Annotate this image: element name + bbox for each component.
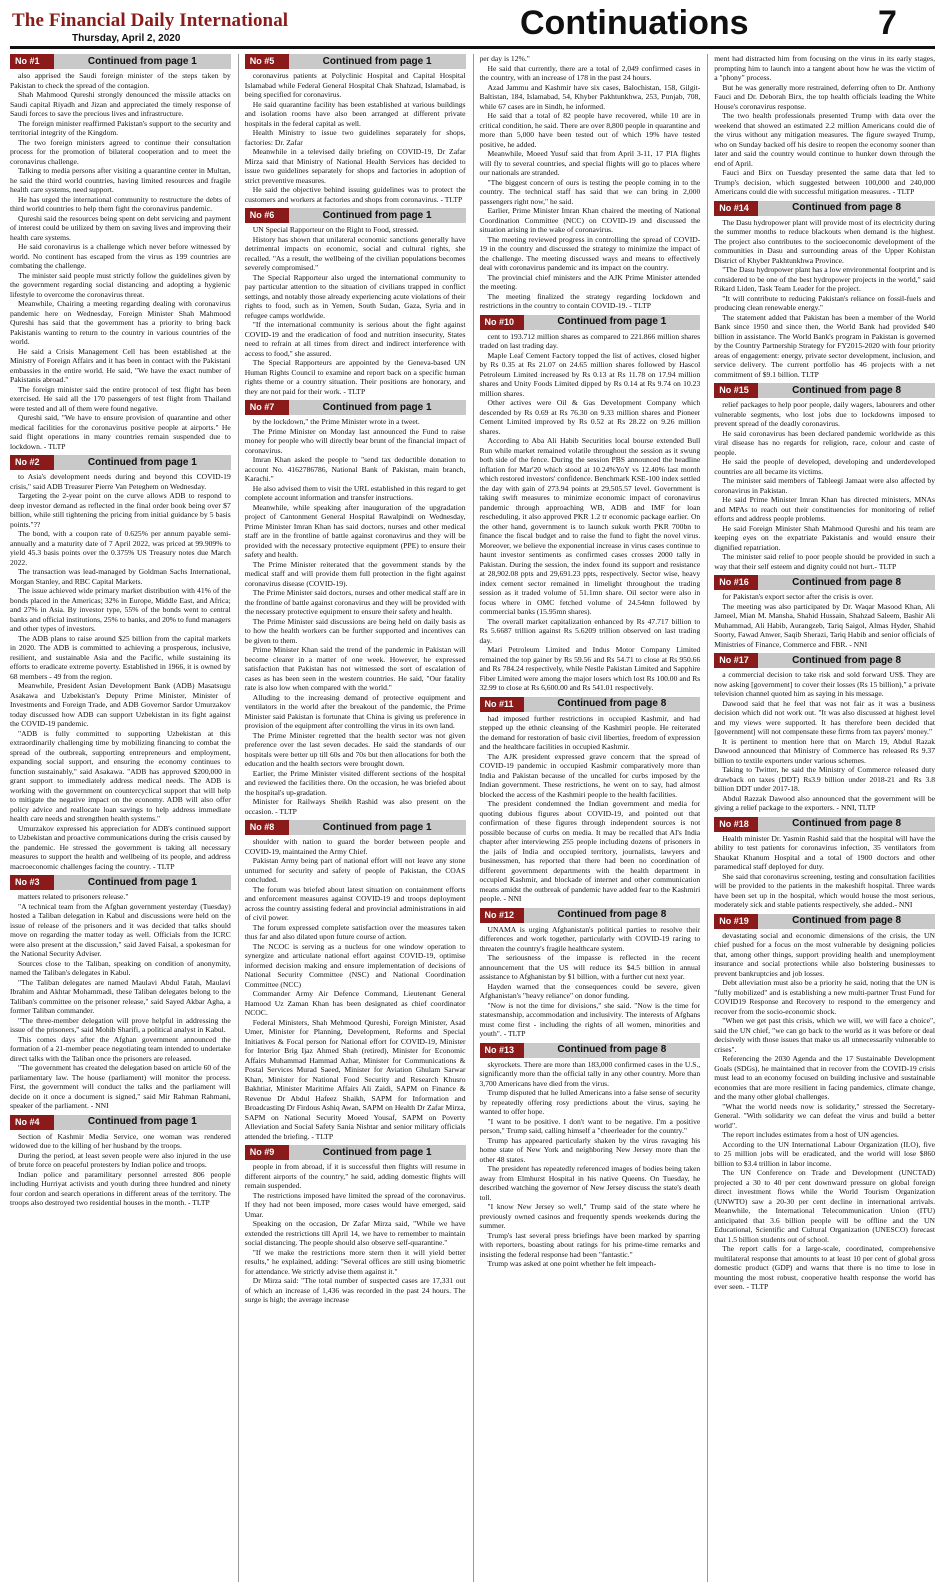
paragraph: He said coronavirus is a challenge which never before witnessed by world. No continent has escaped from the virus as 199 countries are combating the challenge. — [10, 242, 231, 270]
paragraph: During the period, at least seven people were also injured in the use of brute force on peaceful protesters by Indian police and troops. — [10, 1150, 231, 1169]
block-number-badge: No #9 — [245, 1145, 289, 1160]
block-title: Continued from page 8 — [792, 654, 902, 666]
paragraph: "The Dasu hydropower plant has a low environmental footprint and is considered to be one of the best hydropower projects in the world," said Rikard Liden, Task Team Leader for the project. — [714, 265, 935, 293]
paragraph: History has shown that unilateral economic sanctions generally have detrimental impacts on economic, social and cultural rights, she recalled. "As a result, the wellbeing of the civilian populations becomes severely compromised." — [244, 234, 466, 272]
paragraph: Mari Petroleum Limited and Indus Motor Company Limited remained the top gainer by Rs 59.56 and Rs 54.71 to close at Rs 950.66 and Rs 784.24 respectively, while Nestle Pakistan Limited and Sapphire Fiber Limited were among the major losers which lost Rs 100.00 and Rs 32.99 to close at Rs 6,600.00 and Rs 541.01 respectively. — [479, 645, 701, 692]
column-1 — [10, 54, 231, 1582]
block-number-badge: No #18 — [714, 817, 758, 832]
paragraph: The seriousness of the impasse is reflected in the recent announcement that the US will reduce its $4.5 billion in annual assistance to Afghanistan by $1 billion, with a further cut next year. — [479, 953, 701, 981]
block-title: Continued from page 1 — [322, 1146, 432, 1158]
paragraph: per day is 12%." — [479, 54, 530, 63]
paragraph: Speaking on the occasion, Dr Zafar Mirza said, "While we have extended the restrictions till April 14, we have to remember to maintain social distancing. The people should also observe self-quarantine." — [244, 1219, 466, 1247]
paragraph: The president condemned the Indian government and media for quoting dubious figures about COVID-19, and pointed out that confirmation of these figures through independent sources is not possible because of curbs on media. It may be recalled that AI's India chapter after interviewing 255 people including dozens of prisoners in the jails of India and occupied territory, journalists, lawyers and businessmen, has reported that there had been no coordination of different government departments with the health department in occupied Kashmir, and blockade of internet and other communication means amidst the outbreak of pandemic have added fear to the Kashmiri people. - NNI — [479, 799, 701, 903]
paragraph: Earlier, the Prime Minister visited different sections of the hospital and reviewed the facilities there. On the occasion, he was briefed about the hospital's up-gradation. — [244, 768, 466, 797]
page-header — [0, 0, 945, 52]
block-title: Continued from page 8 — [792, 384, 902, 396]
block-header — [714, 653, 935, 668]
block-header — [245, 1145, 466, 1160]
block-number-badge: No #8 — [245, 820, 289, 835]
paragraph: Umurzakov expressed his appreciation for ADB's continued support to Uzbekistan and proactive communications during the crisis caused by the pandemic. He stressed the government is taking all necessary measures to support the health and wellbeing of its people, and address macroeconomic challenges facing the country. - TLTP — [10, 823, 231, 871]
article-block — [480, 1043, 701, 1269]
article-block — [714, 914, 935, 1292]
article-block — [480, 315, 701, 693]
paragraph: The meeting was also participated by Dr. Waqar Masood Khan, Ali Jameel, Mian M. Mansha, Shahid Hussain, Shahzad Saleem, Bashir Ali Muhammad, Ali Habib, Aurangzeb, Tariq Saigol, Almas Hyder, Shahid Soorty, Fawad Anwer, Saqib Sherazi, Tariq Habib and senior officials of Ministries of Finance, Commerce and FBR. - NNI — [714, 601, 935, 649]
block-header — [480, 697, 701, 712]
paragraph: UN Special Rapporteur on the Right to Food, stressed. — [252, 225, 419, 234]
block-title: Continued from page 8 — [557, 1044, 667, 1056]
paragraph: The Special Rapporteurs are appointed by the Geneva-based UN Human Rights Council to examine and report back on a specific human rights theme or a country situation. Their positions are honorary, and they are not paid for their work. - TLTP — [244, 358, 466, 396]
paragraph: The overall market capitalization enhanced by Rs 47.717 billion to Rs 5.6687 trillion against Rs 5.6209 trillion observed on last trading day. — [479, 616, 701, 645]
block-header — [10, 54, 231, 69]
paragraph: The Dasu hydropower plant will provide most of its electricity during the summer months to reduce blackouts when demand is the highest. The project also contributes to the socioeconomic development of the communities in Dasu and surrounding areas of the Upper Kohistan District of Khyber Pakhtunkhwa Province. — [714, 217, 935, 265]
paragraph: Health minister Dr. Yasmin Rashid said that the hospital will have the ability to test patients for coronavirus infection, 35 ventilators from Shaukat Khanum Hospital and a total of 1900 doctors and other paramedical staff deployed for duty. — [714, 833, 935, 871]
paragraph: matters related to prisoners release." — [18, 892, 129, 901]
paragraph: The Prime Minister regretted that the health sector was not given preference over the last seven decades. He said the standards of our hospitals were better up till 60s and 70s but then allocations for both the education and the health sectors were brought down. — [244, 730, 466, 768]
block-title: Continued from page 1 — [557, 316, 667, 328]
paragraph: Fauci and Birx on Tuesday presented the same data that led to Trump's decision, which suggested between 100,000 and 240,000 Americans could die with successful mitigation measures. - TLTP — [714, 168, 935, 196]
block-title: Continued from page 1 — [322, 55, 432, 67]
paragraph: The statement added that Pakistan has been a member of the World Bank since 1950 and since then, the World Bank had provided $40 billion in assistance. The World Bank's program in Pakistan is governed by the Country Partnership Strategy for FY2015-2020 with four priority areas of engagement: energy, private sector development, inclusion, and service delivery. The current portfolio has 46 projects with a net commitment of $9.1 billion. TLTP — [714, 312, 935, 379]
paragraph: She said that coronavirus screening, testing and consultation facilities will be provided to the patients in the makeshift hospital. Three wards have been set up in the hospital, which would house the most serious, moderately sick and stable patients respectively, she added.- NNI — [714, 871, 935, 909]
paragraph: Federal Ministers, Shah Mehmood Qureshi, Foreign Minister, Asad Umer, Minister for Planning, Development, Reforms and Special Initiatives & Focal person for National effort for COVID-19, Minister for Interior Brig Ijaz Ahmed Shah (retired), Minister for Economic Affairs Muhammad Hammad Azhar, Minister for Communications & Postal Services Murad Saeed, Minister for Aviation Ghulam Sarwar Khan, Minister for National Food Security and Research Khusro Bakhtiar, Minister Maritime Affairs Ali Zaidi, SAPM on Finance & Revenue Dr Abdul Hafeez Shaikh, SAPM for Information and Broadcasting Dr Firdous Ashiq Awan, SAPM on Health Dr Zafar Mirza, SAPM on National Security Moeed Yousaf, SAPM on Poverty Alleviation and Social Safety Sania Nishtar and senior military officials attended the briefing. - TLTP — [244, 1017, 466, 1141]
block-number-badge: No #11 — [480, 697, 524, 712]
paragraph: Pakistan Army being part of national effort will not leave any stone unturned for security and safety of people of Pakistan, the COAS concluded. — [244, 856, 466, 884]
block-number-badge: No #13 — [480, 1043, 524, 1058]
block-number-badge: No #2 — [10, 455, 54, 470]
block-header — [714, 201, 935, 216]
paragraph: The foreign minister said the entire protocol of test flight has been exercised. He said all the 170 passengers of test flight from Thailand were tested and all of them were found negative. — [10, 384, 231, 413]
paragraph: The transaction was lead-managed by Goldman Sachs International, Morgan Stanley, and RBC Capital Markets. — [10, 567, 231, 586]
paragraph: to Asia's development needs during and beyond this COVID-19 crisis," said ADB Treasurer Pierre Van Peteghem on Wednesday. — [10, 472, 231, 491]
paragraph: Referencing the 2030 Agenda and the 17 Sustainable Development Goals (SDGs), he maintained that in recover from the COVID-19 crisis must lead to an economy focused on building inclusive and sustainable economies that are more resilient in facing pandemics, climate change, and the many other global challenges. — [714, 1054, 935, 1101]
paragraph: He also advised them to visit the URL established in this regard to get complete account information and transfer instructions. — [244, 483, 466, 502]
column-3 — [473, 54, 701, 1582]
paragraph: Trump disputed that he lulled Americans into a false sense of security by repeatedly offering rosy predictions about the virus, saying he wanted to offer hope. — [479, 1088, 701, 1116]
paragraph: The AJK president expressed grave concern that the spread of COVID-19 pandemic in occupied Kashmir comparatively more than India and Pakistan because of the uncalled for curbs imposed by the Indian government. These restrictions, he went on to say, had almost blocked the access of the Kashmiri people to the health facilities. — [479, 751, 701, 799]
paragraph: Section of Kashmir Media Service, one woman was rendered widowed due to the killing of her husband by the troops. — [10, 1131, 231, 1150]
paragraph: "I want to be positive. I don't want to be negative. I'm a positive person," Trump said, calling himself a "cheerleader for the country." — [479, 1116, 701, 1135]
paragraph: Meanwhile, President Asian Development Bank (ADB) Masatsugu Asakawa and Uzbekistan's Deputy Prime Minister, Minister of Investments and Foreign Trade, and ADB Governor Sardor Umurzakov today discussed how ADB can support Uzbekistan in its fight against the COVID-19 pandemic. — [10, 681, 231, 728]
paragraph: Commander Army Air Defence Command, Lieutenant General Hamood Uz Zaman Khan has been designated as chief coordinator NCOC. — [244, 989, 466, 1017]
paragraph: The UN Conference on Trade and Development (UNCTAD) projected a 30 to 40 per cent downward pressure on global foreign direct investment flows while the World Tourism Organization (UNWTO) saw a 20-30 per cent decline in international arrivals. Meanwhile, the International Telecommunication Union (ITU) anticipated that 3.6 billion people will be offline and the UN Educational, Scientific and Cultural Organization (UNESCO) forecast that 1.5 billion students out of school. — [714, 1168, 935, 1244]
paragraph: Hayden warned that the consequences could be severe, given Afghanistan's "heavy reliance" on donor funding. — [479, 981, 701, 1000]
paragraph: skyrockets. There are more than 183,000 confirmed cases in the U.S., significantly more than the official tally in any other country. More than 3,700 Americans have died from the virus. — [479, 1059, 701, 1088]
paragraph: The minister said members of Tableegi Jamaat were also affected by coronavirus in Pakistan. — [714, 476, 935, 495]
paragraph: The forum was briefed about latest situation on containment efforts and enforcement measures against COVID-19 and troops deployment across the country assisting federal and provincial administrations in aid of civil power. — [244, 884, 466, 922]
paragraph: Debt alleviation must also be a priority he said, noting that the UN is "fully mobilized" and is establishing a new multi-partner Trust Fund for COVID19 Response and Recovery to respond to the emergency and recover from the socio-economic shock. — [714, 978, 935, 1016]
block-header — [10, 875, 231, 890]
paragraph: Minister for Railways Sheikh Rashid was also present on the occasion. - TLTP — [244, 797, 466, 816]
paragraph: Dawood said that he feel that was not fair as it was a business decision which did not work out. "It was also discussed at highest level and my views were supported. It has therefore been decided that [government] will not compensate these firms from tax payers' money." — [714, 698, 935, 736]
article-block — [714, 653, 935, 813]
paragraph: Earlier, Prime Minister Imran Khan chaired the meeting of National Coordination Committee (NCC) on COVID-19 and discussed the situation arising in the wake of coronavirus. — [479, 206, 701, 234]
paragraph: shoulder with nation to guard the border between people and COVID-19, maintained the Army Chief. — [244, 837, 466, 856]
paragraph: Meanwhile, Chairing a meeting regarding dealing with coronavirus pandemic here on Wednesday, Foreign Minister Shah Mahmood Qureshi has said that the government has a priority to bring back Pakistanis wanting to return to the country in various countries of the world. — [10, 299, 231, 346]
article-block — [714, 817, 935, 910]
paragraph: Abdul Razzak Dawood also announced that the government will be giving a relief package to the exporters. - NNI, TLTP — [714, 793, 935, 812]
paragraph: devastating social and economic dimensions of the crisis, the UN chief pushed for a focus on the most vulnerable by designing policies that, among other things, support providing health and unemployment insurance and social protections while also bolstering businesses to prevent bankruptcies and job losses. — [714, 930, 935, 978]
block-number-badge: No #19 — [714, 914, 758, 929]
paragraph: According to the UN International Labour Organization (ILO), five to 25 million jobs will be eradicated, and the world will lose $860 billion to $3.4 trillion in labor income. — [714, 1139, 935, 1168]
paragraph: "The three-member delegation will prove helpful in addressing the issue of the prisoners," said Mohib Sharifi, a political analyst in Kabul. — [10, 1015, 231, 1034]
block-number-badge: No #12 — [480, 908, 524, 923]
paragraph: He said coronavirus has been declared pandemic worldwide as this viral disease has no regards for religion, race, colour and caste of people. — [714, 428, 935, 457]
masthead: The Financial Daily International — [12, 10, 289, 31]
block-title: Continued from page 1 — [87, 55, 197, 67]
block-number-badge: No #4 — [10, 1115, 54, 1130]
block-header — [245, 54, 466, 69]
block-number-badge: No #7 — [245, 400, 289, 415]
paragraph: ment had distracted him from focusing on the virus in its early stages, prompting him to launch into a tangent about how he was the victim of a "phony" process. — [714, 54, 935, 82]
paragraph: He said Prime Minister Imran Khan has directed ministers, MNAs and MPAs to reach out their constituencies for monitoring of relief efforts and address people problems. — [714, 495, 935, 523]
article-block — [10, 455, 231, 871]
block-header — [714, 575, 935, 590]
column-4 — [707, 54, 935, 1582]
block-header — [245, 208, 466, 223]
block-title: Continued from page 8 — [557, 698, 667, 710]
paragraph: "What the world needs now is solidarity," stressed the Secretary-General. "With solidarity we can defeat the virus and build a better world". — [714, 1101, 935, 1130]
paragraph: According to Aba Ali Habib Securities local bourse extended Bull Run while market remained volatile throughout the session as it swung both side of the fence. During the session PBS announced the headline inflation for Mar'20 which stood at 10.24%YoY vs 12.40% last month which restored investors' confidence. Benchmark KSE-100 index settled the day with gain of 273.94 points at 29,505.57 level. Government is taking swift measures to minimize economic impact of coronavirus pandemic through approaching WB, ADB and IMF for loan rescheduling, it also approved PKR 1.2 tr economic package earlier. On the other hand, government is to launch sukuk worth PKR 700bn to finance the fiscal budget and to raise the fund to fight the novel virus. Moreover, we believe the exponential increase in virus cases continue to haunt investor sentiments as confirmed cases crosses 2000 tally in Pakistan. During the session, the index found its support and resistance at 28,902.08 ppts and 29,691.23 ppts, respectively. Sector wise, heavy index cement sector remained in limelight throughout the trading session as it traded volume of 51.1mn share. Oil sector were also in focus where in OMC fetched volume of 24.54mn followed by commercial banks (15.95mn shares). — [479, 436, 701, 616]
paragraph: The report calls for a large-scale, coordinated, comprehensive multilateral response that amounts to at least 10 per cent of global gross domestic product (GDP) and warns that there is no time to lose in mounting the most robust, cooperative health response the world has ever seen. - TLTP — [714, 1244, 935, 1291]
article-block — [714, 54, 935, 197]
block-header — [714, 817, 935, 832]
paragraph: "If the international community is serious about the fight against COVID-19 and the eradication of food and nutrition insecurity, States need to refrain at all times from direct and indirect interference with access to food," she assured. — [244, 320, 466, 358]
paragraph: The two health professionals presented Trump with data over the weekend that showed an estimated 2.2 million Americans could die of the virus without any mitigation measures. The figure swayed Trump, who on Sunday backed off his desire to reopen the economy sooner than later and said the country would continue to hunker down through the end of April. — [714, 111, 935, 168]
paragraph: The minister said people must strictly follow the guidelines given by the government regarding social distancing and adopting a hygienic lifestyle to overcome the coronavirus threat. — [10, 270, 231, 299]
paragraph: The NCOC is serving as a nucleus for one window operation to synergize and articulate national effort against COVID-19, optimise informed decision making and ensure implementation of decisions of National Security Committee (NSC) and National Coordination Committee (NCC) — [244, 941, 466, 989]
paragraph: by the lockdown," the Prime Minister wrote in a tweet. — [252, 417, 420, 426]
paragraph: "The biggest concern of ours is testing the people coming in to the country. The technical staff has said that we can bring in 2,000 passengers right now," he said. — [479, 177, 701, 206]
paragraph: Meanwhile, while speaking after inauguration of the upgradation project of Cantonment General Hospital Rawalpindi on Wednesday, Prime Minister Imran Khan has said doctors, nurses and other medical staff are in the frontline of battle against coronavirus and they will be provided with the necessary protective equipment (PPE) to ensure their safety and health. — [244, 502, 466, 559]
paragraph: UNAMA is urging Afghanistan's political parties to resolve their differences and work together, particularly with COVID-19 raring to threaten the country's fragile healthcare system. — [479, 924, 701, 953]
article-block — [714, 201, 935, 380]
article-block — [480, 697, 701, 904]
paragraph: The Prime Minister said discussions are being held on daily basis as to how the health workers can be further supported and incentives can be given to them. — [244, 616, 466, 645]
paragraph: Dr Mirza said: "The total number of suspected cases are 17,331 out of which an increase of 1,436 was recorded in the past 24 hours. The surge is high; the average increase — [244, 1276, 466, 1304]
article-block — [245, 54, 466, 204]
paragraph: The bond, with a coupon rate of 0.625% per annum payable semi-annually and a maturity date of 7 April 2022, was priced at 99.909% to yield 45.3 basis points over the 0.375% US Treasury notes due March 2022. — [10, 529, 231, 567]
page-number: 7 — [878, 4, 897, 42]
paragraph: Sources close to the Taliban, speaking on condition of anonymity, named the Taliban's delegates in Kabul. — [10, 958, 231, 977]
paragraph: a commercial decision to take risk and sold forward US$. They are now asking [government] to cover their losses (Rs 15 billion)," a private television channel quoted him as saying in his message. — [714, 670, 935, 698]
article-block — [480, 54, 701, 311]
paragraph: Azad Jammu and Kashmir have six cases, Balochistan, 158, Gilgit-Baltistan, 184, Islamabad, 54, Khyber Pakhtunkhwa, 253, Punjab, 708, while 67 cases are in Sindh, he informed. — [479, 82, 701, 111]
block-number-badge: No #16 — [714, 575, 758, 590]
article-columns — [10, 54, 935, 1582]
paragraph: He said the objective behind issuing guidelines was to protect the customers and workers at factories and shops from coronavirus. - TLTP — [244, 185, 466, 204]
dateline: Thursday, April 2, 2020 — [72, 33, 181, 44]
paragraph: Indian police and paramilitary personnel arrested 806 people including Hurriyat activists and youth during three hundred and ninety four cordon and search operations in different areas of the territory. The troops also destroyed two residential houses in the month. - TLTP — [10, 1169, 231, 1207]
block-header — [714, 383, 935, 398]
paragraph: He has urged the international community to restructure the debts of third world countries to help them fight the coronavirus pandemic. — [10, 194, 231, 213]
paragraph: Qureshi said the resources being spent on debt servicing and payment of interest could be utilized by them on saving lives and improving their health care systems. — [10, 213, 231, 242]
paragraph: Trump's last several press briefings have been marked by sparring with reporters, boasting about ratings for his prime-time remarks and insisting the federal response had been "fantastic." — [479, 1230, 701, 1259]
paragraph: The foreign minister reaffirmed Pakistan's support to the security and territorial integrity of the Kingdom. — [10, 118, 231, 137]
paragraph: The minister said relief to poor people should be provided in such a way that their self esteem and dignity could not hurt.- TLTP — [714, 552, 935, 571]
paragraph: The ADB plans to raise around $25 billion from the capital markets in 2020. The ADB is committed to achieving a prosperous, inclusive, resilient, and sustainable Asia and the Pacific, while sustaining its efforts to eradicate extreme poverty. Established in 1966, it is owned by 68 members - 49 from the region. — [10, 633, 231, 681]
paragraph: He said that currently, there are a total of 2,049 confirmed cases in the country, with an increase of 178 in the past 24 hours. — [479, 63, 701, 82]
paragraph: The meeting finalized the strategy regarding lockdown and restrictions in the country to contain COVID-19. - TLTP — [479, 291, 701, 310]
paragraph: "When we get past this crisis, which we will, we will face a choice", said the UN chief, "we can go back to the world as it was before or deal decisively with those issues that make us all unnecessarily vulnerable to crises". — [714, 1016, 935, 1054]
block-header — [245, 400, 466, 415]
paragraph: Maple Leaf Cement Factory topped the list of actives, closed higher by Rs 0.35 at Rs 21.07 on 24.65 million shares followed by Hascol Petroleum Limited increased by Rs 0.13 at Rs 11.78 on 17.94 million shares and Unity Foods Limited dipped by Rs 0.14 at Rs 9.74 on 10.23 million shares. — [479, 350, 701, 398]
paragraph: "A technical team from the Afghan government yesterday (Tuesday) hosted a Taliban delegation in Kabul and discussions were held on the issue of release of the prisoners and it was decided that talks should move on regarding the matter today as well. Officials from the ICRC were also present at the discussion," said Javed Faisal, a spokesman for the National Security Adviser. — [10, 901, 231, 958]
block-number-badge: No #3 — [10, 875, 54, 890]
paragraph: also apprised the Saudi foreign minister of the steps taken by Pakistan to check the spread of the contagion. — [10, 71, 231, 90]
paragraph: people in from abroad, if it is successful then flights will resume in different airports of the country," he said, adding domestic flights will remain suspended. — [244, 1162, 466, 1190]
block-title: Continued from page 1 — [87, 456, 197, 468]
block-number-badge: No #6 — [245, 208, 289, 223]
paragraph: Alluding to the increasing demand of protective equipment and ventilators in the world after the breakout of the pandemic, the Prime Minister said Pakistan is fortunate that China is giving us preference in provision of the equipment after controlling the virus in its own land. — [244, 692, 466, 730]
article-block — [245, 400, 466, 816]
block-number-badge: No #14 — [714, 201, 758, 216]
article-block — [10, 875, 231, 1111]
block-title: Continued from page 1 — [322, 821, 432, 833]
paragraph: cent to 193.712 million shares as compared to 221.866 million shares traded on last trading day. — [479, 331, 701, 350]
paragraph: The Special Rapporteur also urged the international community to pay particular attention to the situation of civilians trapped in conflict settings, and notably those already experiencing acute violations of their rights to food, such as in Yemen, South Sudan, Gaza, Syria and in refugee camps worldwide. — [244, 272, 466, 320]
block-number-badge: No #15 — [714, 383, 758, 398]
paragraph: The provincial chief ministers and the AJK Prime Minister attended the meeting. — [479, 272, 701, 291]
paragraph: The Prime Minister on Monday last announced the Fund to raise money for people who will directly bear brunt of the financial impact of coronavirus. — [244, 426, 466, 455]
paragraph: Trump has appeared particularly shaken by the virus ravaging his home state of New York and neighboring New Jersey more than the other 48 states. — [479, 1135, 701, 1164]
paragraph: Health Ministry to issue two guidelines separately for shops, factories: Dr. Zafar — [244, 128, 466, 147]
block-title: Continued from page 1 — [87, 876, 197, 888]
block-title: Continued from page 8 — [792, 915, 902, 927]
paragraph: Imran Khan asked the people to "send tax deductible donation to account No. 4162786786, National Bank of Pakistan, main branch, Karachi." — [244, 455, 466, 483]
paragraph: "Now is not the time for divisions," she said. "Now is the time for statesmanship, accommodation and inclusivity. The interests of Afghans must come first - including the rights of all women, minorities and youth". - TLTP — [479, 1000, 701, 1038]
block-number-badge: No #17 — [714, 653, 758, 668]
paragraph: The report includes estimates from a host of UN agencies. — [722, 1130, 899, 1139]
block-title: Continued from page 1 — [322, 209, 432, 221]
block-header — [480, 315, 701, 330]
paragraph: "The government has created the delegation based on article 60 of the parliamentary law. The house (parliament) will monitor the process. First, the government will conduct the talks and the parliament will decide on it once a document is signed," said Mir Rahman Rahmani, speaker of the parliament. - NNI — [10, 1063, 231, 1110]
paragraph: Other actives were Oil & Gas Development Company which descended by Rs 0.69 at Rs 76.30 on 9.33 million shares and Pioneer Cement Limited improved by Rs 0.52 at Rs 28.22 on 9.26 million shares. — [479, 398, 701, 436]
paragraph: Meanwhile in a televised daily briefing on COVID-19, Dr Zafar Mirza said that Ministry of National Health Services has decided to issue two guidelines separately for shops and factories in adoption of strict preventive measures. — [244, 147, 466, 185]
block-title: Continued from page 8 — [792, 576, 902, 588]
block-header — [10, 455, 231, 470]
paragraph: He said a Crisis Management Cell has been established at the Ministry of Foreign Affairs and it has been in contact with the Pakistani embassies in the entire world. He said, "We have the exact number of Pakistanis abroad." — [10, 346, 231, 384]
paragraph: He said quarantine facility has been established at various buildings and isolation rooms have also been arranged at different private hospitals in the federal capital as well. — [244, 99, 466, 128]
section-title: Continuations — [520, 4, 749, 42]
paragraph: The forum expressed complete satisfaction over the measures taken thus far and also dilated upon future course of action. — [244, 922, 466, 941]
paragraph: Prime Minister Khan said the trend of the pandemic in Pakistan will become clearer in a matter of one week. However, he expressed satisfaction that Pakistan has not witnessed the sort of escalation of cases as has been seen in the western countries. He said, "Our fatality rate is also low when compared with the world." — [244, 645, 466, 692]
paragraph: relief packages to help poor people, daily wagers, labourers and other vulnerable segments, who lost jobs due to lockdowns imposed to prevent spread of the deadly coronavirus. — [714, 400, 935, 428]
block-header — [245, 820, 466, 835]
paragraph: He said Foreign Minister Shah Mahmood Qureshi and his team are keeping eyes on the expatriate Pakistanis and would ensure their dignified repatriation. — [714, 523, 935, 552]
block-title: Continued from page 1 — [322, 401, 432, 413]
paragraph: Taking to Twitter, he said the Ministry of Commerce released duty drawback on taxes (DDT) Rs3.9 billion under 2018-21 and Rs 3.8 billion DDT under 2017-18. — [714, 765, 935, 793]
block-number-badge: No #1 — [10, 54, 54, 69]
header-rule — [10, 46, 935, 49]
article-block — [245, 208, 466, 396]
paragraph: Shah Mahmood Qureshi strongly denounced the missile attacks on Saudi capital Riyadh and Jizan and appreciated the timely response of Saudi forces to save the precious lives and infrastructure. — [10, 90, 231, 118]
paragraph: He said the people of developed, developing and underdeveloped countries are all became its victims. — [714, 457, 935, 476]
block-number-badge: No #5 — [245, 54, 289, 69]
paragraph: The issue achieved wide primary market distribution with 41% of the bonds placed in the Americas; 32% in Europe, Middle East, and Africa; and 27% in Asia. By investor type, 55% of the bonds went to central banks and official institutions, 25% to banks, and 20% to fund managers and other types of investors. — [10, 586, 231, 633]
paragraph: The meeting reviewed progress in controlling the spread of COVID-19 in the country and discussed the strategy to minimize the impact of the challenge. The meeting discussed ways and means to effectively deal with coronavirus pandemic and its impact on the country. — [479, 234, 701, 272]
paragraph: Trump was asked at one point whether he felt impeach- — [487, 1259, 657, 1268]
paragraph: But he was generally more restrained, deferring often to Dr. Anthony Fauci and Dr. Deborah Birx, the top health officials leading the White House's coronavirus response. — [714, 82, 935, 111]
paragraph: He said that a total of 82 people have recovered, while 10 are in critical condition, he said. There are over 8,800 people in quarantine and more than 5,000 have been tested out of which 19% have tested positive, he added. — [479, 111, 701, 149]
paragraph: Targeting the 2-year point on the curve allows ADB to respond to deep investor demand as reflected in the final order book being over $7 billion, while still tightening the pricing from initial guidance by 5 basis points."?? — [10, 491, 231, 529]
paragraph: coronavirus patients at Polyclinic Hospital and Capital Hospital Islamabad while Federal General Hospital Chak Shahzad, Islamabad, is being specified for coronavirus. — [244, 71, 466, 99]
paragraph: "I know New Jersey so well," Trump said of the state where he previously owned casinos and frequently spends weekends during the summer. — [479, 1202, 701, 1230]
paragraph: "The Taliban delegates are named Maulavi Abdul Fatah, Maulavi Ibrahim and Akhtar Mohammadi, these Taliban delegates belong to the Taliban's committee on the prisoner release," said Sayed Akbar Agha, a former Taliban commander. — [10, 977, 231, 1015]
block-header — [714, 914, 935, 929]
block-title: Continued from page 1 — [87, 1116, 197, 1128]
paragraph: It is pertinent to mention here that on March 19, Abdul Razak Dawood announced that Ministry of Commerce has released Rs 9.37 billion to textile exporters under various schemes. — [714, 736, 935, 765]
block-header — [480, 908, 701, 923]
article-block — [714, 575, 935, 649]
article-block — [10, 54, 231, 451]
paragraph: This comes days after the Afghan government announced the formation of a 21-member peace negotiating team intended to undertake direct talks with the Taliban once the prisoners are released. — [10, 1034, 231, 1063]
paragraph: The restrictions imposed have limited the spread of the coronavirus. If they had not been imposed, more cases would have emerged, said Umar. — [244, 1190, 466, 1219]
article-block — [480, 908, 701, 1039]
paragraph: Qureshi said, "We have to ensure provision of quarantine and other medical facilities for the coronavirus positive people at airports." He said flight operations in many countries remain suspended due to lockdown. - TLTP — [10, 413, 231, 451]
paragraph: Meanwhile, Moeed Yusuf said that from April 3-11, 17 PIA flights will fly to several countries, and special flights will go to places where our nationals are stranded. — [479, 149, 701, 177]
block-header — [10, 1115, 231, 1130]
article-block — [714, 383, 935, 571]
article-block — [10, 1115, 231, 1208]
paragraph: The Prime Minister said doctors, nurses and other medical staff are in the frontline of battle against coronavirus and they will be provided with the necessary protective equipment to ensure their safety and health. — [244, 588, 466, 616]
paragraph: Talking to media persons after visiting a quarantine center in Multan, he said the third world countries, having limited resources and fragile health care systems, need support. — [10, 166, 231, 194]
paragraph: The Prime Minister reiterated that the government stands by the medical staff and will provide them full protection in the fight against coronavirus disease (COVID-19). — [244, 559, 466, 588]
paragraph: The two foreign ministers agreed to continue their consultation process for the promotion of bilateral cooperation and to meet the coronavirus challenge. — [10, 137, 231, 166]
block-number-badge: No #10 — [480, 315, 524, 330]
paragraph: "It will contribute to reducing Pakistan's reliance on fossil-fuels and producing clean renewable energy." — [714, 293, 935, 312]
block-header — [480, 1043, 701, 1058]
block-title: Continued from page 8 — [557, 909, 667, 921]
paragraph: for Pakistan's export sector after the crisis is over. — [722, 592, 874, 601]
paragraph: The president has repeatedly referenced images of bodies being taken away from Elmhurst Hospital in his native Queens. On Tuesday, he described watching the governor of New Jersey discuss the state's death toll. — [479, 1164, 701, 1202]
article-block — [245, 1145, 466, 1305]
article-block — [245, 820, 466, 1141]
paragraph: "ADB is fully committed to supporting Uzbekistan at this extraordinarily challenging time by mobilizing financing to combat the spread of the outbreak, supporting entrepreneurs and employment, expanding social support, and ensuring the economy continues to function sustainably," said Asakawa. "ADB has approved $200,000 in grant support to immediately address medical needs. The ADB is working with the government on countercyclical support that will help to mitigate the negative impact on the economy. ADB will also offer policy advice and reallocate loan savings to help address immediate health care needs and strengthen health systems." — [10, 728, 231, 823]
column-2 — [238, 54, 466, 1582]
paragraph: had imposed further restrictions in occupied Kashmir, and had stepped up the ethnic cleansing of the Kashmiri people. He reiterated the demand for restoration of basic civil liberties, freedom of expression and the healthcare facilities in occupied Kashmir. — [479, 713, 701, 751]
block-title: Continued from page 8 — [792, 202, 902, 214]
block-title: Continued from page 8 — [792, 818, 902, 830]
paragraph: "If we make the restrictions more stern then it will yield better results," he explained, adding: "Several offices are still using biometric for attendance. We strictly advise them against it." — [244, 1247, 466, 1276]
